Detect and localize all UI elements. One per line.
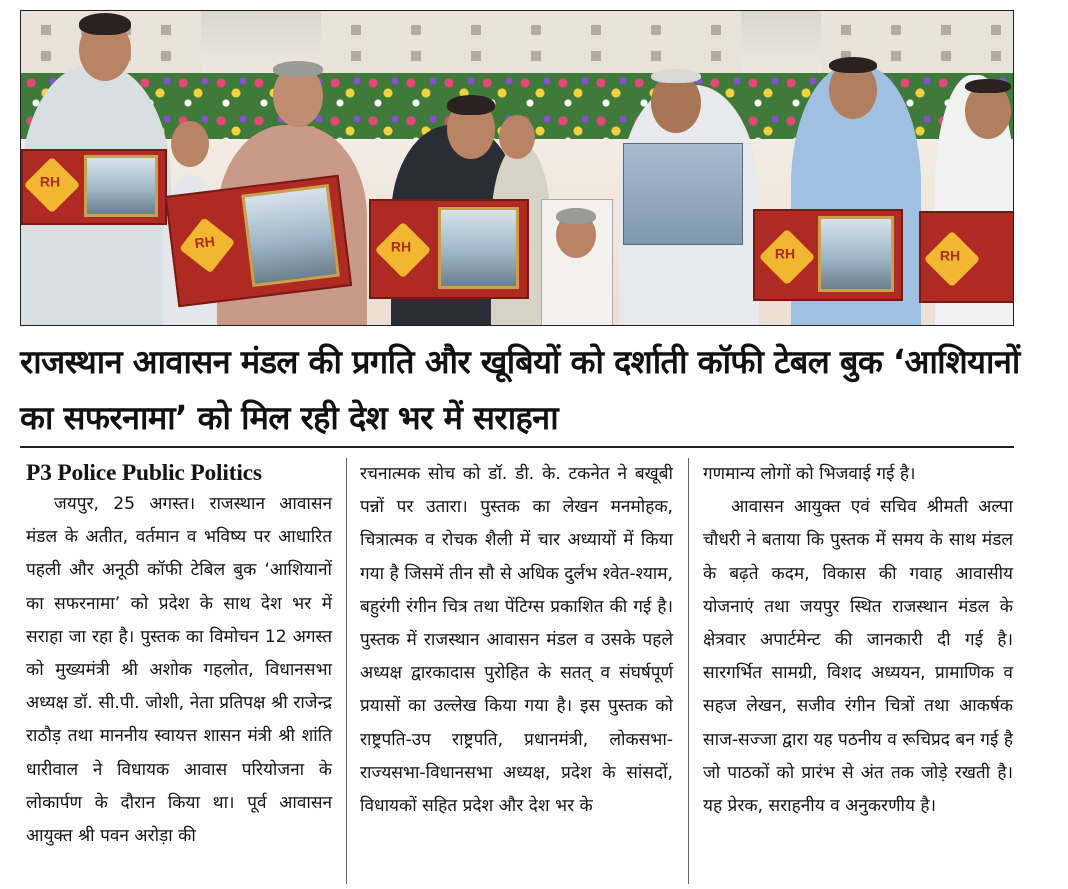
rh-logo-text: RH	[774, 245, 795, 262]
headline: राजस्थान आवासन मंडल की प्रगति और खूबियों को दर्शाती कॉफी टेबल बुक ‘आशियानों का सफरनामा’ को मिल रही देश भर में सराहना	[20, 343, 1020, 437]
rh-logo	[375, 222, 432, 279]
headline-divider	[20, 446, 1014, 448]
coffee-table-book	[21, 149, 167, 225]
coffee-table-book	[369, 199, 529, 299]
coffee-table-book	[753, 209, 903, 301]
article-column-2	[360, 458, 673, 823]
rh-logo	[179, 218, 235, 274]
person-head	[171, 121, 209, 167]
article-paragraph: जयपुर, 25 अगस्त। राजस्थान आवासन मंडल के अतीत, वर्तमान व भविष्य पर आधारित पहली और अनूठी कॉफी टेबिल बुक ‘आशियानों का सफरनामा’ को प्रदेश के साथ देश भर में सराहा जा रहा है। पुस्तक का विमोचन 12 अगस्त को मुख्यमंत्री श्री अशोक गहलोत, विधानसभा अध्यक्ष डॉ. सी.पी. जोशी, नेता प्रतिपक्ष श्री राजेन्द्र राठौड़ तथा माननीय स्वायत्त शासन मंत्री श्री शांति धारीवाल ने विधायक आवास परियोजना के लोकार्पण के दौरान किया था। पूर्व आवासन आयुक्त श्री पवन अरोड़ा की	[26, 494, 332, 847]
article-paragraph: आवासन आयुक्त एवं सचिव श्रीमती अल्पा चौधरी ने बताया कि पुस्तक में समय के साथ मंडल के बढ़ते कदम, विकास की गवाह आवासीय योजनाएं तथा जयपुर स्थित राजस्थान मंडल के क्षेत्रवार अपार्टमेन्ट की जानकारी दी गई है। सारगर्भित सामग्री, विशद अध्ययन, प्रामाणिक व सहज लेखन, सजीव रंगीन चित्रों तथा आकर्षक साज-सज्जा द्वारा यह पठनीय व रूचिप्रद बन गई है जो पाठकों को प्रारंभ से अंत तक जोड़े रखती है। यह प्रेरक, सराहनीय व अनुकरणीय है।	[703, 497, 1013, 817]
coffee-table-book	[919, 211, 1014, 303]
rh-logo	[23, 157, 80, 214]
rh-logo-text: RH	[193, 233, 216, 252]
person-hair	[965, 79, 1011, 93]
news-photo	[20, 10, 1014, 326]
column-divider	[688, 458, 689, 884]
rh-logo-text: RH	[39, 173, 60, 190]
column-divider	[346, 458, 347, 884]
book-cover-image	[438, 207, 519, 290]
article-paragraph: गणमान्य लोगों को भिजवाई गई है।	[703, 464, 916, 484]
book-cover-image	[241, 184, 341, 287]
person-hair	[556, 208, 596, 224]
article-paragraph: रचनात्मक सोच को डॉ. डी. के. टकनेत ने बखूबी पन्नों पर उतारा। पुस्तक का लेखन मनमोहक, चित्रात्मक व रोचक शैली में चार अध्यायों में किया गया है जिसमें तीन सौ से अधिक दुर्लभ श्वेत-श्याम, बहुरंगी रंगीन चित्र तथा पेंटिग्स प्रकाशित की गई है। पुस्तक में राजस्थान आवासन मंडल व उसके पहले अध्यक्ष द्वारकादास पुरोहित के सतत् व संघर्षपूर्ण प्रयासों का उल्लेख किया गया है। इस पुस्तक को राष्ट्रपति-उप राष्ट्रपति, प्रधानमंत्री, लोकसभा-राज्यसभा-विधानसभा अध्यक्ष, प्रदेश के सांसदों, विधायकों सहित प्रदेश और देश भर के	[360, 464, 673, 817]
inset-photo	[541, 199, 613, 326]
rh-logo	[758, 229, 815, 286]
book-cover-image	[818, 216, 894, 292]
byline: P3 Police Public Politics	[26, 460, 262, 486]
person-hair	[79, 13, 131, 35]
person-hair	[651, 69, 701, 83]
rh-logo-text: RH	[939, 247, 961, 264]
person-hair	[447, 95, 495, 115]
article-column-3	[703, 458, 1013, 823]
coffee-table-book	[165, 175, 352, 307]
person-head	[499, 115, 535, 159]
rh-logo	[924, 231, 981, 288]
open-book	[623, 143, 743, 245]
person-hair	[273, 61, 323, 77]
article-column-1	[26, 458, 332, 853]
person-hair	[829, 57, 877, 73]
rh-logo-text: RH	[391, 238, 412, 255]
book-cover-image	[84, 155, 158, 217]
